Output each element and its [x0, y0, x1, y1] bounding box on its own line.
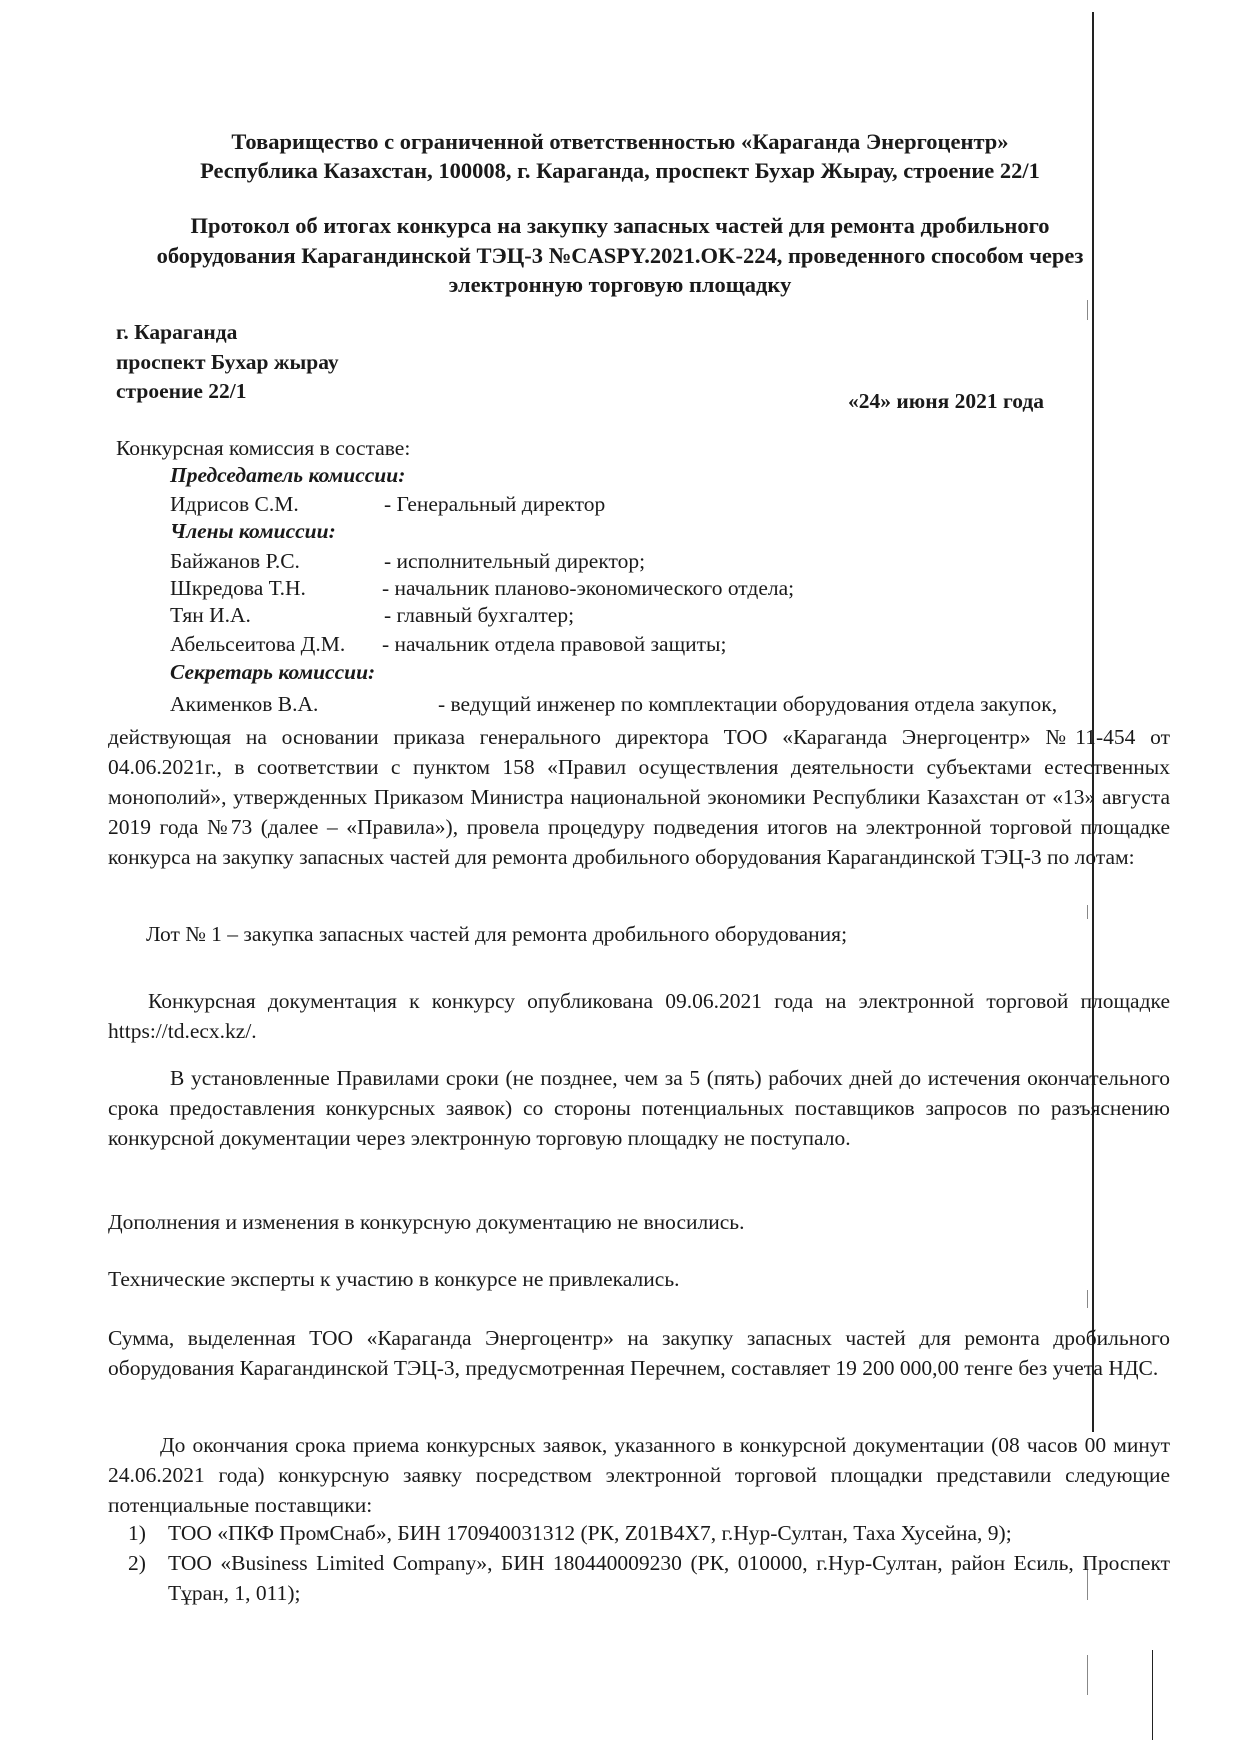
secretary-name: Акименков В.А.	[170, 692, 319, 716]
sum-paragraph: Сумма, выделенная ТОО «Караганда Энергоцентр» на закупку запасных частей для ремонта дробильного оборудования Карагандинской ТЭЦ-3, предусмотренная Перечнем, составляет 19 200 000,00 тенге без учета НДС.	[108, 1326, 1170, 1380]
member-name: Шкредова Т.Н.	[170, 576, 306, 600]
chair-title: Председатель комиссии:	[170, 463, 406, 487]
scan-artifact-dash	[1087, 1655, 1088, 1695]
place-street: проспект Бухар жырау	[116, 350, 339, 374]
place-building: строение 22/1	[116, 379, 247, 403]
supplier-item	[108, 1518, 1170, 1548]
member-role: - начальник отдела правовой защиты;	[382, 632, 727, 656]
member-role: - исполнительный директор;	[384, 549, 646, 573]
member-name: Абельсеитова Д.М.	[170, 632, 346, 656]
scan-artifact-dash	[1087, 300, 1088, 320]
protocol-date: «24» июня 2021 года	[848, 389, 1044, 413]
published-paragraph: Конкурсная документация к конкурсу опубликована 09.06.2021 года на электронной торговой площадке https://td.ecx.kz/.	[108, 989, 1170, 1043]
member-name: Байжанов Р.С.	[170, 549, 300, 573]
supplier-item	[108, 1548, 1170, 1608]
experts-paragraph: Технические эксперты к участию в конкурсе не привлекались.	[108, 1267, 680, 1291]
supplier-text: ТОО «ПКФ ПромСнаб», БИН 170940031312 (РК, Z01B4X7, г.Нур-Султан, Таха Хусейна, 9);	[168, 1521, 1012, 1545]
protocol-title-line1: Протокол об итогах конкурса на закупку запасных частей для ремонта дробильного	[190, 213, 1050, 238]
scan-artifact-dash	[1087, 1290, 1088, 1308]
amendments-paragraph: Дополнения и изменения в конкурсную документацию не вносились.	[108, 1210, 745, 1234]
deadlines-paragraph: В установленные Правилами сроки (не позднее, чем за 5 (пять) рабочих дней до истечения окончательного срока предоставления конкурсных заявок) со стороны потенциальных поставщиков запросов по разъяснению конкурсной документации через электронную торговую площадку не поступало.	[108, 1066, 1170, 1150]
chair-name: Идрисов С.М.	[170, 492, 299, 516]
member-role: - главный бухгалтер;	[384, 603, 575, 627]
supplier-number: 2)	[128, 1551, 146, 1575]
member-role: - начальник планово-экономического отдела;	[382, 576, 795, 600]
place-city: г. Караганда	[116, 320, 238, 344]
bids-paragraph: До окончания срока приема конкурсных заявок, указанного в конкурсной документации (08 часов 00 минут 24.06.2021 года) конкурсную заявку посредством электронной торговой площадки представили следующие потенциальные поставщики:	[108, 1433, 1170, 1517]
supplier-text: ТОО «Business Limited Company», БИН 180440009230 (РК, 010000, г.Нур-Султан, район Есиль, Проспект Тұран, 1, 011);	[168, 1551, 1170, 1605]
members-title: Члены комиссии:	[170, 519, 336, 543]
org-address: Республика Казахстан, 100008, г. Караганда, проспект Бухар Жырау, строение 22/1	[200, 158, 1040, 183]
scan-artifact-line	[1152, 1650, 1153, 1740]
acting-paragraph: действующая на основании приказа генерального директора ТОО «Караганда Энергоцентр» №11-454 от 04.06.2021г., в соответствии с пунктом 158 «Правил осуществления деятельности субъектами естественных монополий», утвержденных Приказом Министра национальной экономики Республики Казахстан от «13» августа 2019 года №73 (далее – «Правила»), провела процедуру подведения итогов на электронной торговой площадке конкурса на закупку запасных частей для ремонта дробильного оборудования Карагандинской ТЭЦ-3 по лотам:	[108, 725, 1170, 869]
org-name: Товарищество с ограниченной ответственностью «Караганда Энергоцентр»	[231, 129, 1009, 154]
protocol-title-line2: оборудования Карагандинской ТЭЦ-3 №CASPY.2021.OK-224, проведенного способом через	[156, 243, 1084, 268]
supplier-number: 1)	[128, 1521, 146, 1545]
lot-item: Лот № 1 – закупка запасных частей для ремонта дробильного оборудования;	[146, 922, 848, 946]
scan-artifact-dash	[1087, 905, 1088, 919]
member-name: Тян И.А.	[170, 603, 251, 627]
chair-role: - Генеральный директор	[384, 492, 606, 516]
suppliers-list	[108, 1518, 1170, 1608]
secretary-title: Секретарь комиссии:	[170, 660, 376, 684]
secretary-role: - ведущий инженер по комплектации оборудования отдела закупок,	[438, 692, 1058, 716]
commission-intro: Конкурсная комиссия в составе:	[116, 436, 411, 460]
protocol-title-line3: электронную торговую площадку	[448, 272, 792, 297]
